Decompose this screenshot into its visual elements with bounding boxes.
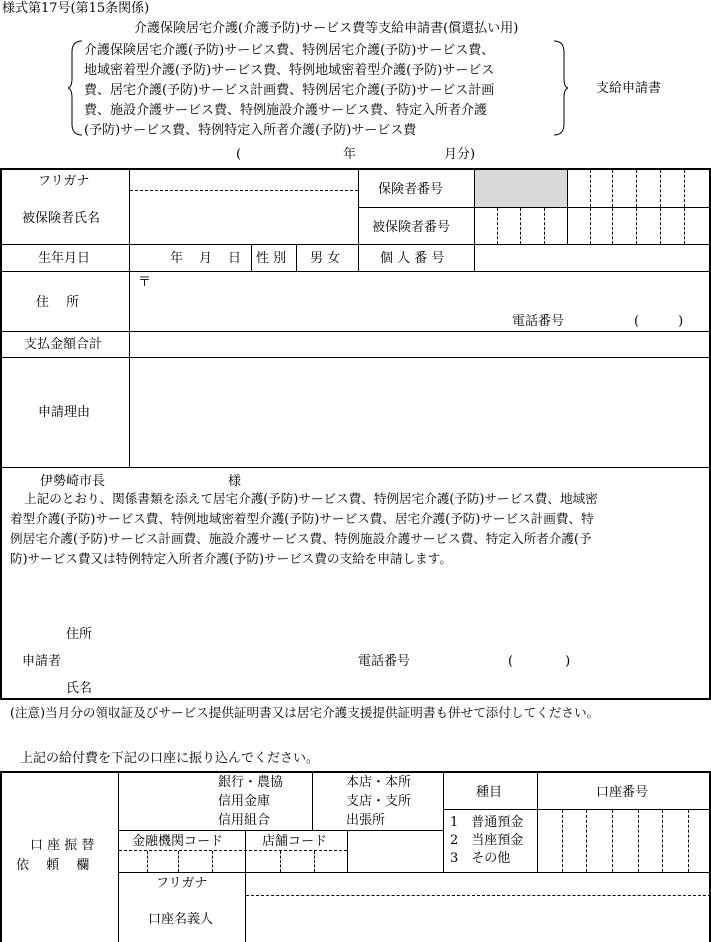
bank-type-3: 信用組合 xyxy=(218,813,271,828)
bank-type-1: 銀行・農協 xyxy=(218,775,284,790)
birth-date-label: 生年月日 xyxy=(38,251,91,266)
insured-name-field[interactable] xyxy=(131,192,357,243)
furigana-label: フリガナ xyxy=(38,174,90,189)
branch-type-1: 本店・本所 xyxy=(346,775,412,790)
addressee-honorific: 様 xyxy=(228,474,242,489)
branch-code-label: 店舗コード xyxy=(262,834,328,849)
applicant-phone-label: 電話番号 xyxy=(358,654,411,669)
brace-line-2: 地域密着型介護(予防)サービス費、特例地域密着型介護(予防)サービス xyxy=(84,63,495,78)
insurer-number-shaded xyxy=(475,170,567,207)
holder-name-field[interactable] xyxy=(247,897,709,942)
branch-type-3: 出張所 xyxy=(346,813,386,828)
right-brace xyxy=(552,40,572,136)
brace-line-3: 費、居宅介護(予防)サービス計画費、特例居宅介護(予防)サービス計画 xyxy=(84,83,495,98)
birth-day-label: 日 xyxy=(228,251,242,266)
account-number-header: 口座番号 xyxy=(596,785,649,800)
reason-field[interactable] xyxy=(131,359,707,466)
brace-line-4: 費、施設介護サービス費、特例施設介護サービス費、特定入所者介護 xyxy=(84,103,488,118)
branch-type-2: 支店・支所 xyxy=(346,794,412,809)
request-body-4: 防)サービス費又は特例特定入所者介護(予防)サービス費の支給を申請します。 xyxy=(10,551,452,566)
birth-year-label: 年 xyxy=(170,251,184,266)
insurer-number-label: 保険者番号 xyxy=(378,182,444,197)
bank-row-label-1: 口 座 振 替 xyxy=(30,838,95,853)
bank-type-2: 信用金庫 xyxy=(218,794,271,809)
form-title: 介護保険居宅介護(介護予防)サービス費等支給申請書(償還払い用) xyxy=(134,21,519,36)
brace-line-1: 介護保険居宅介護(予防)サービス費、特例居宅介護(予防)サービス費、 xyxy=(84,43,495,58)
address-phone-label: 電話番号 xyxy=(512,314,565,329)
holder-furigana-label: フリガナ xyxy=(156,876,208,891)
sex-options[interactable]: 男 女 xyxy=(310,251,341,266)
period-year: 年 xyxy=(343,147,357,162)
applicant-phone-paren: ( ) xyxy=(508,654,571,669)
transfer-intro: 上記の給付費を下記の口座に振り込んでください。 xyxy=(20,751,320,766)
brace-suffix: 支給申請書 xyxy=(596,81,662,96)
bank-row-label-2: 依 頼 欄 xyxy=(16,858,90,873)
insured-name-label: 被保険者氏名 xyxy=(22,211,101,226)
personal-number-label: 個 人 番 号 xyxy=(380,251,445,266)
account-type-2[interactable]: 2 当座預金 xyxy=(450,833,524,848)
request-body-3: 例居宅介護(予防)サービス計画費、施設介護サービス費、特例施設介護サービス費、特定入所者介護(予 xyxy=(10,531,592,546)
period-month: 月分) xyxy=(444,147,476,162)
sex-label: 性 別 xyxy=(256,251,287,266)
total-paid-label: 支払金額合計 xyxy=(24,337,103,352)
form-number: 様式第17号(第15条関係) xyxy=(2,1,150,16)
total-paid-field[interactable] xyxy=(131,333,707,356)
address-field[interactable] xyxy=(131,290,501,330)
birth-month-label: 月 xyxy=(199,251,213,266)
applicant-address-label: 住所 xyxy=(66,627,93,642)
holder-name-label: 口座名義人 xyxy=(148,912,214,927)
address-label: 住 所 xyxy=(36,295,80,310)
holder-furigana-field[interactable] xyxy=(247,874,709,894)
account-type-header: 種目 xyxy=(476,785,503,800)
address-phone-paren: ( ) xyxy=(634,314,684,329)
applicant-name-label: 氏名 xyxy=(66,681,93,696)
insured-number-label: 被保険者番号 xyxy=(372,220,451,235)
insured-furigana-field[interactable] xyxy=(131,171,357,189)
reason-label: 申請理由 xyxy=(38,405,91,420)
request-body-1: 上記のとおり、関係書類を添えて居宅介護(予防)サービス費、特例居宅介護(予防)サービス費、地域密 xyxy=(24,491,598,506)
addressee: 伊勢崎市長 xyxy=(40,474,106,489)
request-body-2: 着型介護(予防)サービス費、特例地域密着型介護(予防)サービス費、居宅介護(予防)サービス計画費、特 xyxy=(10,511,594,526)
institution-code-label: 金融機関コード xyxy=(132,834,224,849)
period-open: ( xyxy=(236,147,242,162)
account-type-1[interactable]: 1 普通預金 xyxy=(450,815,524,830)
applicant-label: 申請者 xyxy=(22,654,62,669)
postal-mark: 〒 xyxy=(138,275,152,290)
note-text: (注意)当月分の領収証及びサービス提供証明書又は居宅介護支援提供証明書も併せて添付してください。 xyxy=(10,705,600,720)
brace-line-5: (予防)サービス費、特例特定入所者介護(予防)サービス費 xyxy=(84,123,417,138)
account-type-3[interactable]: 3 その他 xyxy=(450,851,511,866)
